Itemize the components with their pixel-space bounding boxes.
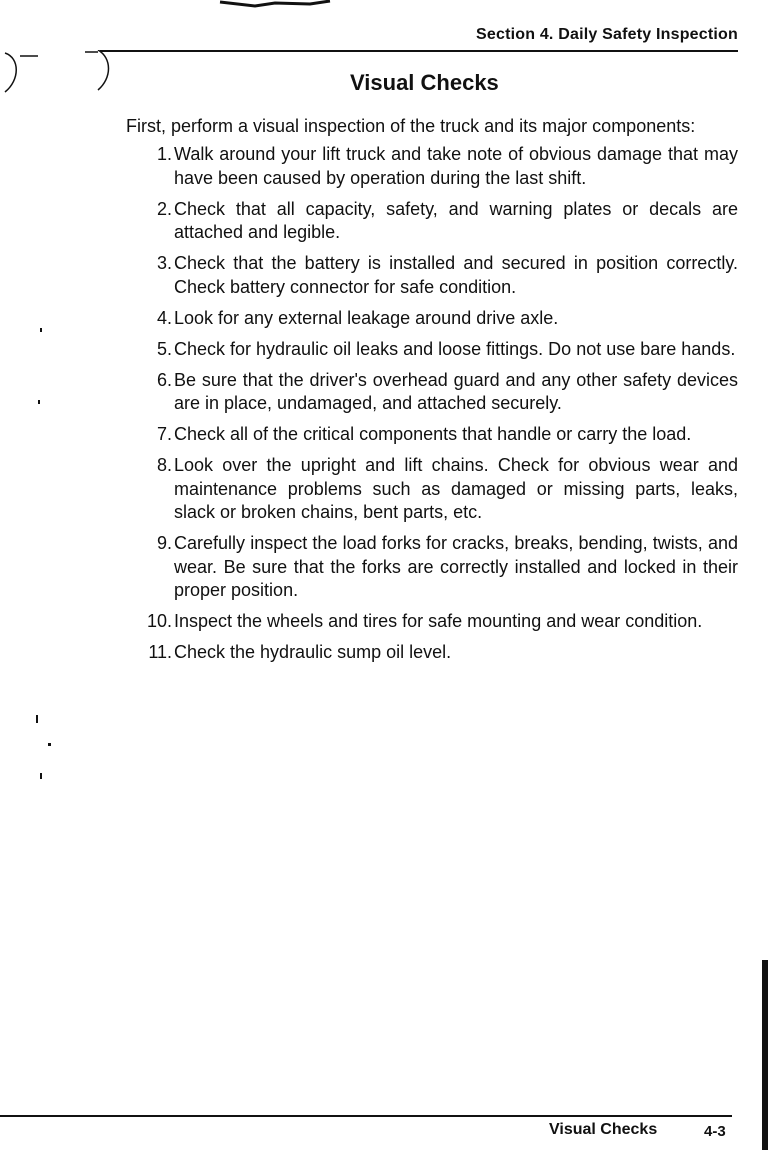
scan-speck <box>40 328 42 332</box>
step-number: 4. <box>156 307 172 328</box>
list-item <box>126 423 738 447</box>
page-title: Visual Checks <box>350 70 499 95</box>
step-number: 6. <box>156 369 172 390</box>
scan-artifact-top <box>215 0 335 12</box>
list-item <box>126 252 738 299</box>
step-text: Check for hydraulic oil leaks and loose fittings. Do not use bare hands. <box>174 338 736 359</box>
footer-rule <box>0 1115 732 1117</box>
binder-hole-marks <box>0 50 130 100</box>
step-text: Check all of the critical components that handle or carry the load. <box>174 424 692 444</box>
list-item <box>126 369 738 416</box>
list-item <box>126 307 738 331</box>
step-number: 9. <box>156 533 172 553</box>
section-header: Section 4. Daily Safety Inspection <box>476 26 738 43</box>
scan-speck <box>36 715 38 723</box>
step-text: Look over the upright and lift chains. Check for obvious wear and maintenance problems such as damaged or missing parts, leaks, slack or broken chains, bent parts, etc. <box>174 455 738 522</box>
scan-speck <box>38 400 40 404</box>
step-number: 10. <box>146 611 172 631</box>
list-item <box>126 610 738 634</box>
step-number: 5. <box>156 338 172 359</box>
step-number: 3. <box>156 253 172 273</box>
step-text: Be sure that the driver's overhead guard and any other safety devices are in place, undamaged, and attached securely. <box>174 369 738 413</box>
step-text: Inspect the wheels and tires for safe mounting and wear condition. <box>174 611 703 631</box>
step-text: Carefully inspect the load forks for cracks, breaks, bending, twists, and wear. Be sure that the forks are correctly installed and locked in their proper position. <box>174 533 738 600</box>
step-number: 11. <box>148 642 172 662</box>
step-text: Check that the battery is installed and secured in position correctly. Check battery connector for safe condition. <box>174 253 738 297</box>
page-number: 4-3 <box>704 1123 726 1140</box>
footer-title: Visual Checks <box>549 1121 658 1138</box>
list-item <box>126 338 738 362</box>
scan-edge-bar <box>762 960 768 1150</box>
step-text: Walk around your lift truck and take note of obvious damage that may have been caused by operation during the last shift. <box>174 144 738 188</box>
step-number: 2. <box>156 198 172 219</box>
list-item <box>126 641 738 665</box>
inspection-steps-list <box>126 143 738 672</box>
step-number: 7. <box>156 424 172 444</box>
step-text: Check the hydraulic sump oil level. <box>174 642 452 662</box>
header-rule <box>100 50 738 52</box>
intro-text: First, perform a visual inspection of the truck and its major components: <box>126 116 696 136</box>
list-item <box>126 198 738 245</box>
scan-speck <box>40 773 42 779</box>
list-item <box>126 454 738 525</box>
step-number: 8. <box>156 455 172 475</box>
list-item <box>126 143 738 190</box>
step-number: 1. <box>156 144 172 164</box>
step-text: Check that all capacity, safety, and warning plates or decals are attached and legible. <box>174 198 738 242</box>
step-text: Look for any external leakage around drive axle. <box>174 307 559 328</box>
list-item <box>126 532 738 603</box>
scan-speck <box>48 743 51 746</box>
